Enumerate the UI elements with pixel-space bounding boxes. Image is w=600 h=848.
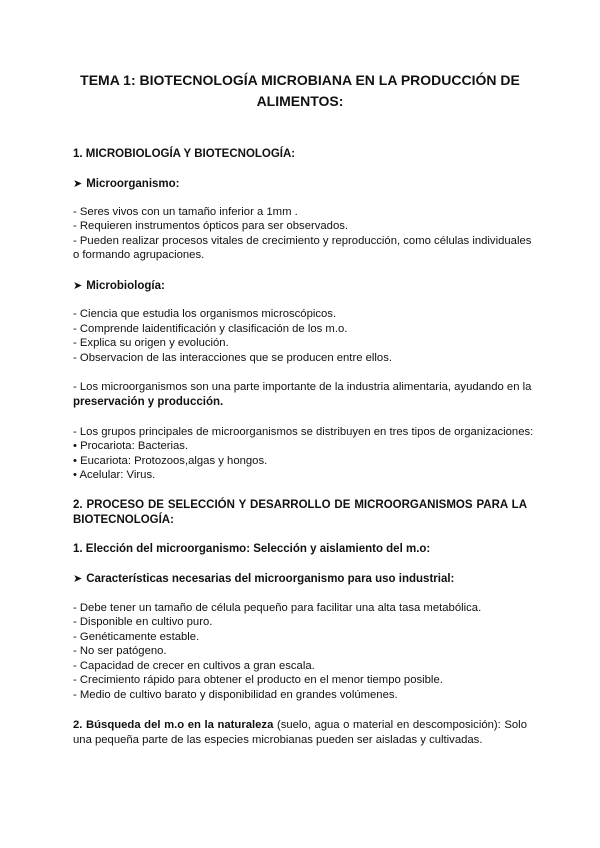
microorganismo-heading	[73, 177, 180, 190]
list-item: - Genéticamente estable.	[73, 631, 200, 643]
list-item: - Debe tener un tamaño de célula pequeño para facilitar una alta tasa metabólica.	[73, 602, 482, 614]
microorganismo-heading-text: Microorganismo:	[86, 178, 180, 190]
subsection-2-paragraph	[73, 718, 527, 748]
microbiologia-heading-text: Microbiología:	[86, 280, 165, 292]
list-item: - Capacidad de crecer en cultivos a gran escala.	[73, 660, 315, 672]
caracteristicas-heading-text: Características necesarias del microorganismo para uso industrial:	[86, 573, 455, 585]
microbiologia-heading	[73, 279, 165, 292]
list-item: • Acelular: Virus.	[73, 469, 156, 481]
section-2-heading	[73, 498, 527, 528]
title-line-2: ALIMENTOS:	[256, 93, 344, 109]
subsection-2-text: (suelo, agua o material en descomposición): Solo una pequeña parte de las especies microbianas pueden ser aisladas y cultivadas.	[73, 719, 527, 746]
caracteristicas-heading	[73, 572, 454, 585]
arrow-icon: ➤	[73, 573, 83, 585]
list-item: - Pueden realizar procesos vitales de crecimiento y reproducción, como células individuales	[73, 235, 532, 247]
arrow-icon: ➤	[73, 280, 83, 292]
section-1-heading: 1. MICROBIOLOGÍA Y BIOTECNOLOGÍA:	[73, 148, 296, 160]
list-item: - Requieren instrumentos ópticos para ser observados.	[73, 220, 349, 232]
list-item: - No ser patógeno.	[73, 645, 167, 657]
arrow-icon: ➤	[73, 178, 83, 190]
list-item: - Disponible en cultivo puro.	[73, 616, 213, 628]
list-item: - Comprende laidentificación y clasificación de los m.o.	[73, 323, 348, 335]
list-item: - Los grupos principales de microorganismos se distribuyen en tres tipos de organizaciones:	[73, 426, 534, 438]
list-item: - Crecimiento rápido para obtener el producto en el menor tiempo posible.	[73, 674, 443, 686]
list-item: • Eucariota: Protozoos,algas y hongos.	[73, 455, 268, 467]
list-item: - Explica su origen y evolución.	[73, 337, 229, 349]
section-2-heading-line-2: BIOTECNOLOGÍA:	[73, 514, 174, 526]
list-item: - Seres vivos con un tamaño inferior a 1mm .	[73, 206, 298, 218]
subsection-2-bold: 2. Búsqueda del m.o en la naturaleza	[73, 719, 274, 731]
industria-paragraph-line: - Los microorganismos son una parte importante de la industria alimentaria, ayudando en la	[73, 381, 532, 393]
document-title	[60, 70, 540, 112]
industria-bold-text: preservación y producción.	[73, 396, 224, 408]
subsection-1-heading: 1. Elección del microorganismo: Selección y aislamiento del m.o:	[73, 543, 431, 555]
list-item: • Procariota: Bacterias.	[73, 440, 189, 452]
list-item: - Observacion de las interacciones que se producen entre ellos.	[73, 352, 393, 364]
list-item: - Medio de cultivo barato y disponibilidad en grandes volúmenes.	[73, 689, 398, 701]
list-item: - Ciencia que estudia los organismos microscópicos.	[73, 308, 337, 320]
list-item: o formando agrupaciones.	[73, 249, 205, 261]
section-2-heading-line-1: 2. PROCESO DE SELECCIÓN Y DESARROLLO DE MICROORGANISMOS PARA LA	[73, 499, 527, 511]
title-line-1: TEMA 1: BIOTECNOLOGÍA MICROBIANA EN LA PRODUCCIÓN DE	[80, 72, 520, 88]
